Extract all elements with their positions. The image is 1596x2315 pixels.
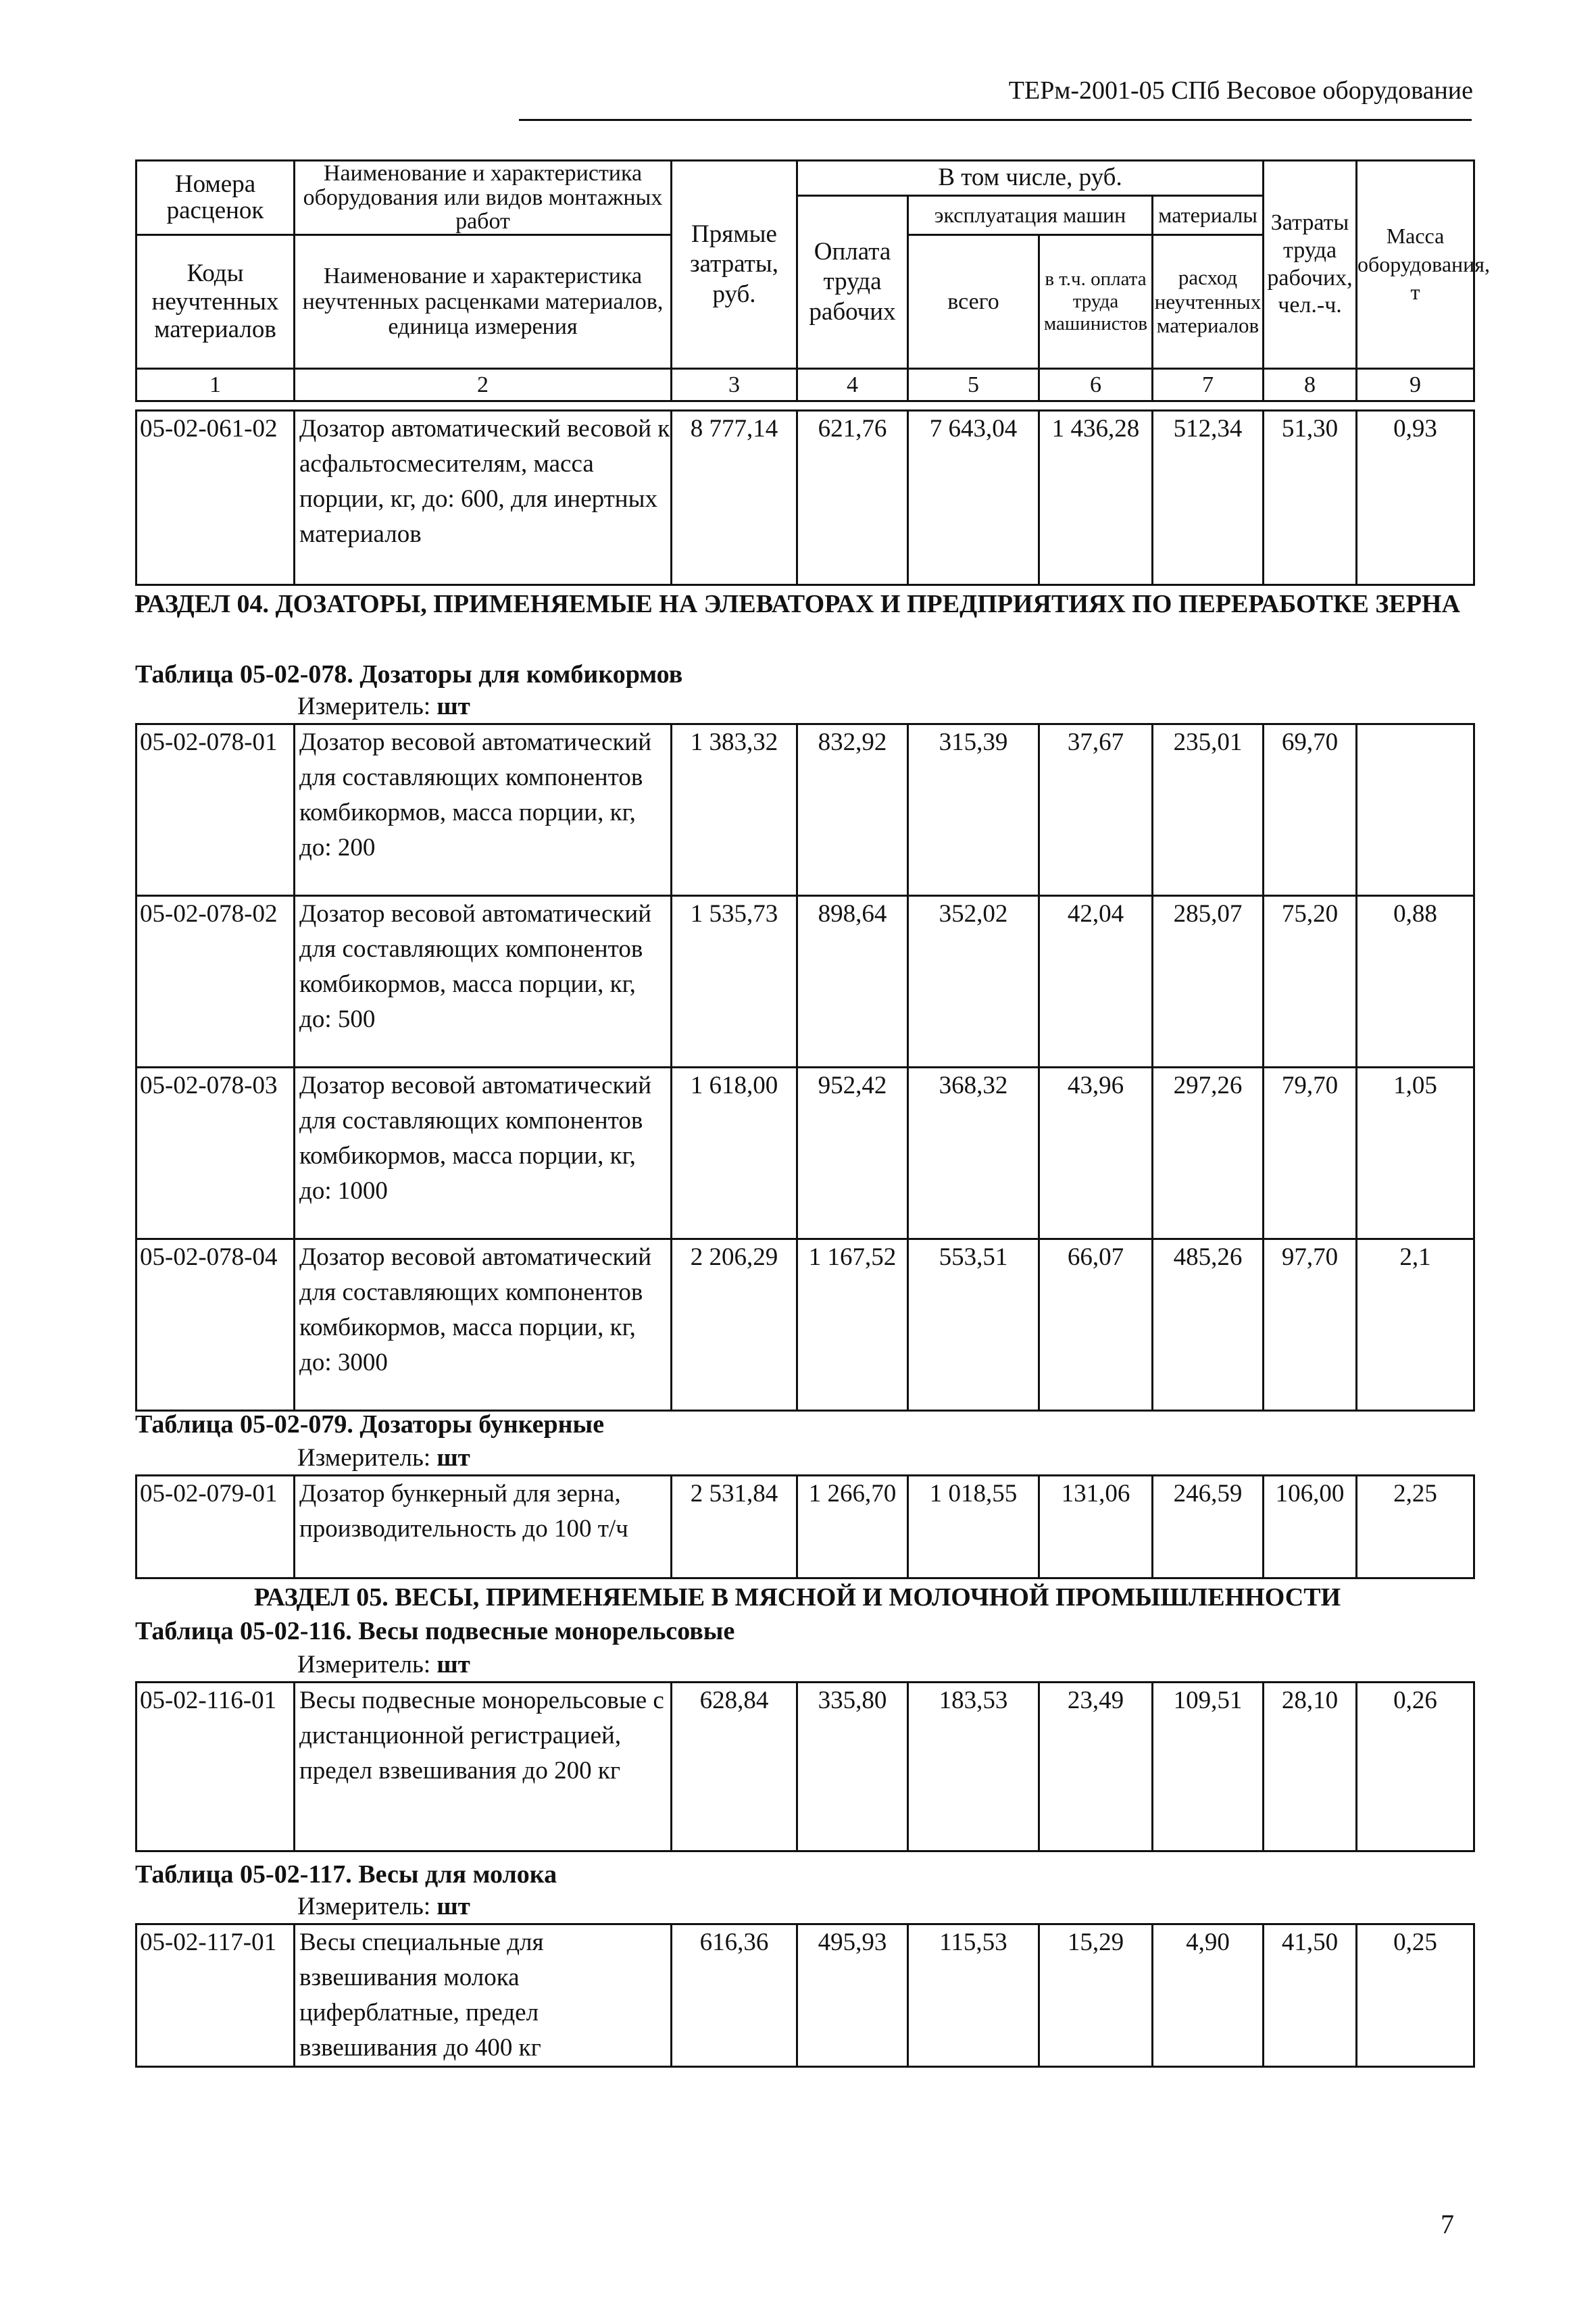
table-117-unit xyxy=(297,1892,470,1921)
col-number-2: 2 xyxy=(295,369,672,401)
labor-hours: 28,10 xyxy=(1264,1683,1357,1851)
labor-pay: 495,93 xyxy=(797,1924,908,2067)
unit-label: Измеритель: xyxy=(297,1651,431,1678)
col-number-3: 3 xyxy=(672,369,797,401)
labor-pay: 952,42 xyxy=(797,1068,908,1239)
labor-pay: 621,76 xyxy=(797,411,908,585)
machinists-pay: 23,49 xyxy=(1039,1683,1153,1851)
price-table-116 xyxy=(135,1681,1475,1852)
direct-costs: 8 777,14 xyxy=(672,411,797,585)
unit-label: Измеритель: xyxy=(297,693,431,720)
running-header: ТЕРм-2001-05 СПб Весовое оборудование xyxy=(1008,76,1473,105)
price-table-079 xyxy=(135,1474,1475,1579)
price-table-061 xyxy=(135,409,1475,586)
labor-hours: 97,70 xyxy=(1264,1239,1357,1411)
header-machines-total: всего xyxy=(908,235,1039,369)
table-row xyxy=(136,1476,1474,1578)
table-row xyxy=(136,1068,1474,1239)
machines-total: 553,51 xyxy=(908,1239,1039,1411)
table-row xyxy=(136,1683,1474,1851)
labor-hours: 41,50 xyxy=(1264,1924,1357,2067)
machinists-pay: 42,04 xyxy=(1039,896,1153,1068)
table-row xyxy=(136,411,1474,585)
machinists-pay: 43,96 xyxy=(1039,1068,1153,1239)
labor-hours: 69,70 xyxy=(1264,724,1357,896)
equipment-mass: 2,25 xyxy=(1357,1476,1474,1578)
materials-cost: 4,90 xyxy=(1153,1924,1264,2067)
labor-pay: 335,80 xyxy=(797,1683,908,1851)
table-116-unit xyxy=(297,1650,470,1679)
col-number-7: 7 xyxy=(1153,369,1264,401)
machines-total: 7 643,04 xyxy=(908,411,1039,585)
rate-name: Дозатор весовой автоматический для составляющих компонентов комбикормов, масса порции, кг, до: 3000 xyxy=(295,1239,672,1411)
rate-code: 05-02-078-02 xyxy=(136,896,295,1068)
rate-code: 05-02-117-01 xyxy=(136,1924,295,2067)
labor-hours: 79,70 xyxy=(1264,1068,1357,1239)
materials-cost: 297,26 xyxy=(1153,1068,1264,1239)
table-row xyxy=(136,896,1474,1068)
rate-name: Дозатор весовой автоматический для составляющих компонентов комбикормов, масса порции, кг, до: 200 xyxy=(295,724,672,896)
unit-value: шт xyxy=(437,1651,470,1678)
header-name: Наименование и характеристика оборудования или видов монтажных работ xyxy=(295,161,672,235)
machinists-pay: 37,67 xyxy=(1039,724,1153,896)
machinists-pay: 15,29 xyxy=(1039,1924,1153,2067)
machines-total: 315,39 xyxy=(908,724,1039,896)
direct-costs: 628,84 xyxy=(672,1683,797,1851)
labor-pay: 1 266,70 xyxy=(797,1476,908,1578)
column-header-table xyxy=(135,159,1490,402)
equipment-mass: 0,25 xyxy=(1357,1924,1474,2067)
price-table-078 xyxy=(135,723,1475,1412)
rate-code: 05-02-078-01 xyxy=(136,724,295,896)
rate-name: Весы подвесные монорельсовые с дистанционной регистрацией, предел взвешивания до 200 кг xyxy=(295,1683,672,1851)
unit-label: Измеритель: xyxy=(297,1444,431,1472)
rate-name: Весы специальные для взвешивания молока циферблатные, предел взвешивания до 400 кг xyxy=(295,1924,672,2067)
header-labor-hours: Затраты труда рабочих, чел.-ч. xyxy=(1264,161,1357,369)
col-number-1: 1 xyxy=(136,369,295,401)
equipment-mass: 1,05 xyxy=(1357,1068,1474,1239)
unit-value: шт xyxy=(437,693,470,720)
rate-name: Дозатор весовой автоматический для составляющих компонентов комбикормов, масса порции, кг, до: 1000 xyxy=(295,1068,672,1239)
header-rule xyxy=(519,119,1472,121)
rate-code: 05-02-079-01 xyxy=(136,1476,295,1578)
table-079-title: Таблица 05-02-079. Дозаторы бункерные xyxy=(135,1410,605,1439)
header-noncounted-name: Наименование и характеристика неучтенных расценками материалов, единица измерения xyxy=(295,235,672,369)
header-noncounted-codes: Коды неучтенных материалов xyxy=(136,235,295,369)
machinists-pay: 66,07 xyxy=(1039,1239,1153,1411)
page-number: 7 xyxy=(1441,2209,1454,2239)
rate-code: 05-02-061-02 xyxy=(136,411,295,585)
section-05-title: РАЗДЕЛ 05. ВЕСЫ, ПРИМЕНЯЕМЫЕ В МЯСНОЙ И МОЛОЧНОЙ ПРОМЫШЛЕННОСТИ xyxy=(253,1583,1341,1612)
direct-costs: 2 206,29 xyxy=(672,1239,797,1411)
rate-name: Дозатор весовой автоматический для составляющих компонентов комбикормов, масса порции, кг, до: 500 xyxy=(295,896,672,1068)
table-079-unit xyxy=(297,1443,470,1472)
direct-costs: 1 535,73 xyxy=(672,896,797,1068)
unit-value: шт xyxy=(437,1893,470,1920)
labor-hours: 75,20 xyxy=(1264,896,1357,1068)
table-117-title: Таблица 05-02-117. Весы для молока xyxy=(135,1860,557,1889)
labor-hours: 106,00 xyxy=(1264,1476,1357,1578)
rate-code: 05-02-078-03 xyxy=(136,1068,295,1239)
table-078-title: Таблица 05-02-078. Дозаторы для комбикормов xyxy=(135,660,683,689)
machines-total: 1 018,55 xyxy=(908,1476,1039,1578)
unit-label: Измеритель: xyxy=(297,1893,431,1920)
machines-total: 352,02 xyxy=(908,896,1039,1068)
col-number-5: 5 xyxy=(908,369,1039,401)
machines-total: 115,53 xyxy=(908,1924,1039,2067)
machinists-pay: 131,06 xyxy=(1039,1476,1153,1578)
rate-code: 05-02-078-04 xyxy=(136,1239,295,1411)
materials-cost: 235,01 xyxy=(1153,724,1264,896)
header-mass: Масса оборудования, т xyxy=(1357,161,1474,369)
header-direct-costs: Прямые затраты, руб. xyxy=(672,161,797,369)
col-number-8: 8 xyxy=(1264,369,1357,401)
header-machines: эксплуатация машин xyxy=(908,196,1153,235)
col-number-6: 6 xyxy=(1039,369,1153,401)
header-labor-pay: Оплата труда рабочих xyxy=(797,196,908,369)
section-04-title: РАЗДЕЛ 04. ДОЗАТОРЫ, ПРИМЕНЯЕМЫЕ НА ЭЛЕВАТОРАХ И ПРЕДПРИЯТИЯХ ПО ПЕРЕРАБОТКЕ ЗЕРНА xyxy=(134,590,1460,618)
rate-code: 05-02-116-01 xyxy=(136,1683,295,1851)
direct-costs: 1 383,32 xyxy=(672,724,797,896)
header-machinists-pay: в т.ч. оплата труда машинистов xyxy=(1039,235,1153,369)
materials-cost: 109,51 xyxy=(1153,1683,1264,1851)
equipment-mass: 0,93 xyxy=(1357,411,1474,585)
header-materials: материалы xyxy=(1153,196,1264,235)
direct-costs: 2 531,84 xyxy=(672,1476,797,1578)
labor-hours: 51,30 xyxy=(1264,411,1357,585)
col-number-9: 9 xyxy=(1357,369,1474,401)
equipment-mass xyxy=(1357,724,1474,896)
table-116-title: Таблица 05-02-116. Весы подвесные монорельсовые xyxy=(135,1617,735,1645)
labor-pay: 832,92 xyxy=(797,724,908,896)
header-noncounted-materials: расход неучтенных материалов xyxy=(1153,235,1264,369)
table-row xyxy=(136,1924,1474,2067)
unit-value: шт xyxy=(437,1444,470,1472)
labor-pay: 1 167,52 xyxy=(797,1239,908,1411)
direct-costs: 1 618,00 xyxy=(672,1068,797,1239)
rate-name: Дозатор бункерный для зерна, производительность до 100 т/ч xyxy=(295,1476,672,1578)
machinists-pay: 1 436,28 xyxy=(1039,411,1153,585)
price-table-117 xyxy=(135,1923,1475,2068)
equipment-mass: 0,88 xyxy=(1357,896,1474,1068)
col-number-4: 4 xyxy=(797,369,908,401)
table-row xyxy=(136,1239,1474,1411)
materials-cost: 512,34 xyxy=(1153,411,1264,585)
equipment-mass: 2,1 xyxy=(1357,1239,1474,1411)
labor-pay: 898,64 xyxy=(797,896,908,1068)
machines-total: 368,32 xyxy=(908,1068,1039,1239)
rate-name: Дозатор автоматический весовой к асфальтосмесителям, масса порции, кг, до: 600, для инертных материалов xyxy=(295,411,672,585)
table-row xyxy=(136,724,1474,896)
table-078-unit xyxy=(297,692,470,721)
equipment-mass: 0,26 xyxy=(1357,1683,1474,1851)
header-codes: Номера расценок xyxy=(136,161,295,235)
direct-costs: 616,36 xyxy=(672,1924,797,2067)
materials-cost: 285,07 xyxy=(1153,896,1264,1068)
machines-total: 183,53 xyxy=(908,1683,1039,1851)
header-including: В том числе, руб. xyxy=(797,161,1264,196)
materials-cost: 485,26 xyxy=(1153,1239,1264,1411)
materials-cost: 246,59 xyxy=(1153,1476,1264,1578)
